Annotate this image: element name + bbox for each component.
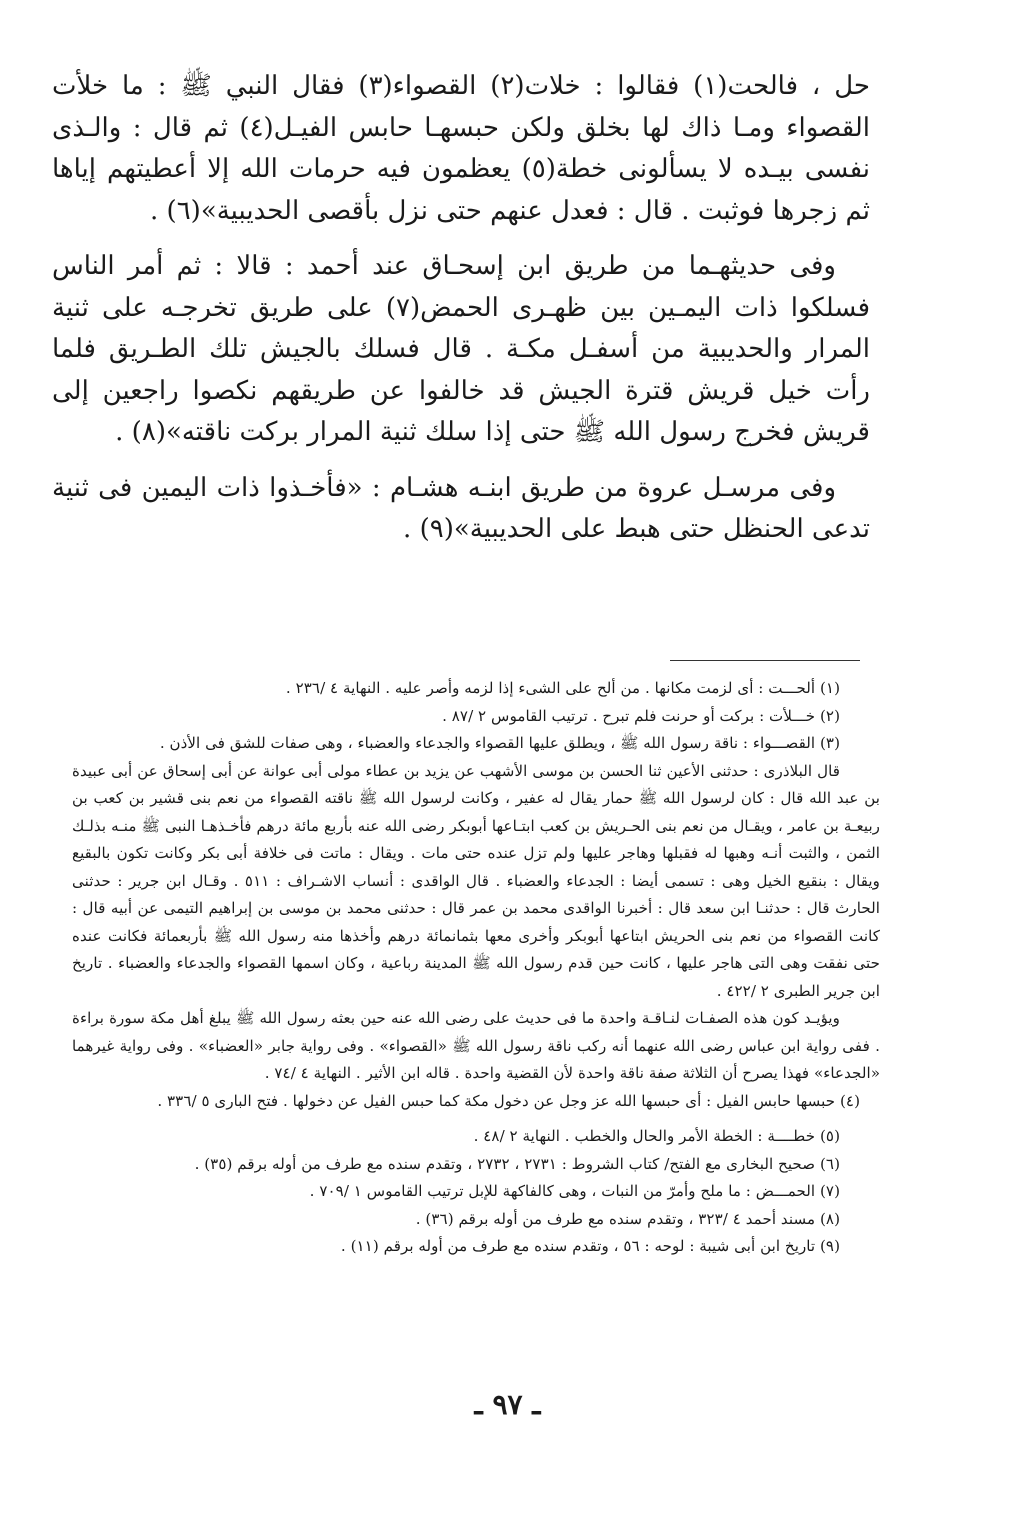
footnote-7: (٧) الحمـــض : ما ملح وأمرّ من النبات ، وهى كالفاكهة للإبل ترتيب القاموس ١ /٧٠٩ .: [309, 1182, 840, 1200]
footnote-2: (٢) خـــلأت : بركت أو حرنت فلم تبرح . ترتيب القاموس ٢ /٨٧ .: [442, 706, 840, 725]
footnote-gap: [72, 1115, 880, 1123]
footnote-8: (٨) مسند أحمد ٤ /٣٢٣ ، وتقدم سنده مع طرف من أوله برقم (٣٦) .: [415, 1209, 840, 1228]
footnote-6: (٦) صحيح البخارى مع الفتح/ كتاب الشروط : ٢٧٣١ ، ٢٧٣٢ ، وتقدم سنده مع طرف من أوله برقم (٣٥) .: [194, 1154, 840, 1173]
footnote-9: (٩) تاريخ ابن أبى شيبة : لوحه : ٥٦ ، وتقدم سنده مع طرف من أوله برقم (١١) .: [340, 1237, 840, 1255]
footnote-3-balathuri: قال البلاذرى : حدثنى الأعين ثنا الحسن بن موسى الأشهب عن يزيد بن عطاء مولى أبى عوانة عن أبى إسحاق عن أبى عبيدة بن عبد الله قال : كان لرسول الله ﷺ حمار يقال له عفير ، وكانت لرسول الله ﷺ ناقته القصواء من نعم بنى قشير بن كعب بن ربيعـة بن عامر ، ويقـال من نعم بنى الحـريش بن كعب ابتـاعها أبوبكر رضى الله عنه بأربع مائة درهم فأخـذهـا النبى ﷺ منـه بذلـك الثمن ، والثبت أنـه وهبها له فقبلها وهاجر عليها ولم تزل عنده حتى مات . ويقال : ماتت فى خلافة أبى بكر وكانت تكون بالبقيع ويقال : بنقيع الخيل وهى : تسمى أيضا : الجدعاء والعضباء . قال الواقدى : أنساب الاشـراف : ٥١١ . وقـال ابن جرير : حدثنى الحارث قال : حدثنـا ابن سعد قال : أخبرنا الواقدى محمد بن عمر قال : حدثنى محمد بن موسى بن إبراهيم التيمى عن أبيه قال : كانت القصواء من نعم بنى الحريش ابتاعها أبوبكر وأخرى معها بثمانمائة درهم وأخذها منه رسول الله ﷺ بأربعمائة فكانت عنده حتى نفقت وهى التى هاجر عليها ، كانت حين قدم رسول الله ﷺ المدينة رباعية ، وكان اسمها القصواء والجدعاء والعضباء . تاريخ ابن جرير الطبرى ٢ /٤٢٢ .: [72, 761, 881, 1000]
footnote-3: (٣) القصـــواء : ناقة رسول الله ﷺ ، ويطلق عليها القصواء والجدعاء والعضباء ، وهى صفات للشق فى الأذن .: [159, 734, 840, 752]
footnote-3-support: ويؤيـد كون هذه الصفـات لنـاقـة واحدة ما فى حديث على رضى الله عنه حين بعثه رسول الله ﷺ يبلغ أهل مكة سورة براءة . ففى رواية ابن عباس رضى الله عنهما أنه ركب ناقة رسول الله ﷺ «القصواء» . وفى رواية جابر «العضباء» . وفى رواية غيرهما «الجدعاء» فهذا يصرح أن الثلاثة صفة ناقة واحدة لأن القضية واحدة . قاله ابن الأثير . النهاية ٤ /٧٤ .: [72, 1009, 880, 1082]
paragraph: وفى حديثهـما من طريق ابن إسحـاق عند أحمد : قالا : ثم أمر الناس فسلكوا ذات اليمـين بين ظهـرى الحمض(٧) على طريق تخرجـه على ثنية المرار والحديبية من أسفـل مكـة . قال فسلك بالجيش تلك الطـريق فلما رأت خيل قريش قترة الجيش قد خالفوا عن طريقهم نكصوا راجعين إلى قريش فخرج رسول الله ﷺ حتى إذا سلك ثنية المرار بركت ناقته»(٨) .: [52, 251, 870, 447]
footnote-5: (٥) خطــــة : الخطة الأمر والحال والخطب . النهاية ٢ /٤٨ .: [473, 1127, 840, 1145]
paragraph: حل ، فالحت(١) فقالوا : خلات(٢) القصواء(٣) فقال النبي ﷺ : ما خلأت القصواء ومـا ذاك لها بخلق ولكن حبسهـا حابس الفيـل(٤) ثم قال : والـذى نفسى بيـده لا يسألونى خطة(٥) يعظمون فيه حرمات الله إلا أعطيتهم إياها ثم زجرها فوثبت . قال : فعدل عنهم حتى نزل بأقصى الحديبية»(٦) .: [52, 71, 870, 226]
paragraph: وفى مرسـل عروة من طريق ابنـه هشـام : «فأخـذوا ذات اليمين فى ثنية تدعى الحنظل حتى هبط على الحديبية»(٩) .: [52, 472, 870, 544]
footnotes: [72, 675, 880, 1261]
footnote-1: (١) ألحـــت : أى لزمت مكانها . من ألح على الشىء إذا لزمه وأصر عليه . النهاية ٤ /٢٣٦ .: [285, 679, 840, 697]
main-text: [52, 66, 870, 565]
footnote-4: (٤) حبسها حابس الفيل : أى حبسها الله عز وجل عن دخول مكة كما حبس الفيل عن دخولها . فتح البارى ٥ /٣٣٦ .: [157, 1091, 860, 1110]
footnote-separator: [670, 660, 860, 661]
page-number: ـ ٩٧ ـ: [474, 1388, 541, 1421]
